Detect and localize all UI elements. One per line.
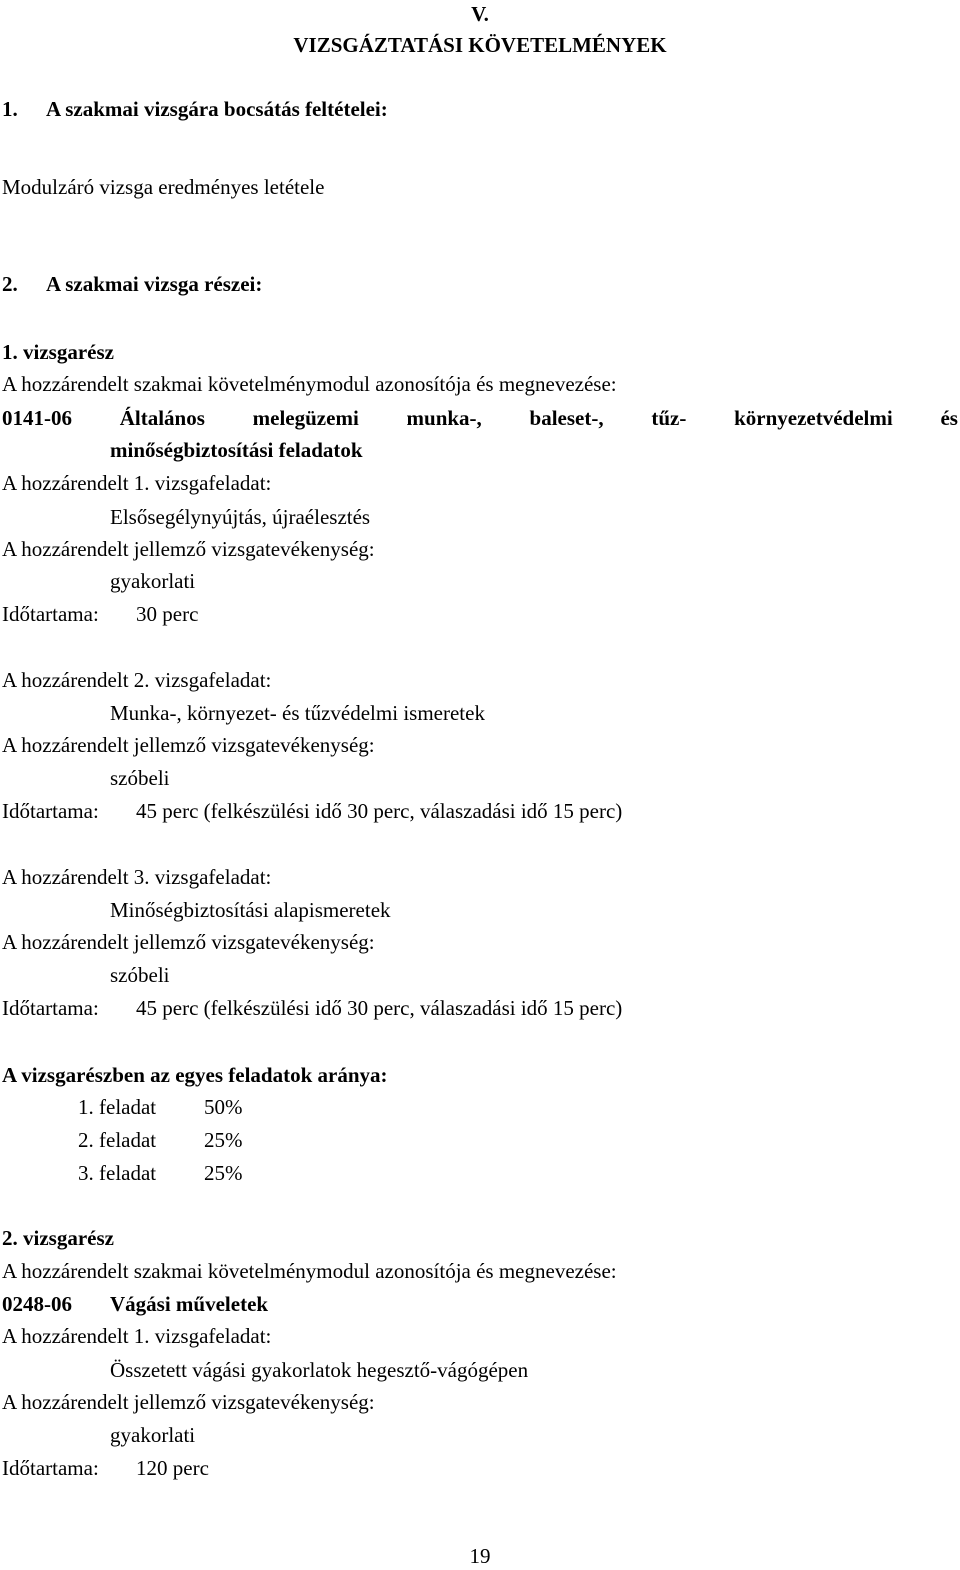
part2-task1-activity-label: A hozzárendelt jellemző vizsgatevékenység:	[2, 1390, 375, 1414]
ratio-value: 50%	[204, 1095, 243, 1119]
part2-module-code: 0248-06	[2, 1292, 72, 1316]
module-word: melegüzemi	[252, 406, 359, 430]
task2-name: Munka-, környezet- és tűzvédelmi ismeretek	[110, 701, 485, 725]
task3-activity: szóbeli	[110, 963, 170, 987]
ratio-heading: A vizsgarészben az egyes feladatok aránya:	[2, 1063, 388, 1087]
section2-number: 2.	[2, 272, 18, 296]
part1-module-intro: A hozzárendelt szakmai követelménymodul azonosítója és megnevezése:	[2, 372, 617, 396]
page-number: 19	[469, 1544, 491, 1568]
section1-number: 1.	[2, 97, 18, 121]
task3-duration: 45 perc (felkészülési idő 30 perc, válaszadási idő 15 perc)	[136, 996, 623, 1020]
part1-module-line2: minőségbiztosítási feladatok	[110, 438, 363, 462]
ratio-row	[78, 1126, 243, 1154]
task3-activity-label: A hozzárendelt jellemző vizsgatevékenység:	[2, 930, 375, 954]
module-word: tűz-	[651, 406, 687, 430]
ratio-value: 25%	[204, 1161, 243, 1185]
part2-module-intro: A hozzárendelt szakmai követelménymodul azonosítója és megnevezése:	[2, 1259, 617, 1283]
part2-task1-duration-row	[2, 1454, 209, 1482]
task2-activity: szóbeli	[110, 766, 170, 790]
part2-task1-activity: gyakorlati	[110, 1423, 196, 1447]
module-word: munka-,	[406, 406, 482, 430]
module-word: és	[940, 406, 958, 430]
ratio-label: 3. feladat	[78, 1161, 157, 1185]
section2-title: A szakmai vizsga részei:	[46, 272, 263, 296]
section1-body: Modulzáró vizsga eredményes letétele	[2, 175, 325, 199]
task2-activity-label: A hozzárendelt jellemző vizsgatevékenység:	[2, 733, 375, 757]
task2-duration: 45 perc (felkészülési idő 30 perc, válaszadási idő 15 perc)	[136, 799, 623, 823]
task2-duration-row	[2, 797, 623, 825]
task1-activity: gyakorlati	[110, 569, 196, 593]
task3-label: A hozzárendelt 3. vizsgafeladat:	[2, 865, 272, 889]
module-word: baleset-,	[529, 406, 604, 430]
ratio-label: 2. feladat	[78, 1128, 157, 1152]
ratio-value: 25%	[204, 1128, 243, 1152]
page-title: VIZSGÁZTATÁSI KÖVETELMÉNYEK	[293, 33, 667, 57]
part2-task1-name: Összetett vágási gyakorlatok hegesztő-vágógépen	[110, 1358, 529, 1382]
module-word: környezetvédelmi	[734, 406, 893, 430]
part2-title: 2. vizsgarész	[2, 1226, 114, 1250]
part2-task1-label: A hozzárendelt 1. vizsgafeladat:	[2, 1324, 272, 1348]
ratio-label: 1. feladat	[78, 1095, 157, 1119]
task1-label: A hozzárendelt 1. vizsgafeladat:	[2, 471, 272, 495]
task1-duration-label: Időtartama:	[2, 602, 99, 626]
task2-label: A hozzárendelt 2. vizsgafeladat:	[2, 668, 272, 692]
part2-module-name: Vágási műveletek	[110, 1292, 269, 1316]
task1-name: Elsősegélynyújtás, újraélesztés	[110, 505, 371, 529]
task1-activity-label: A hozzárendelt jellemző vizsgatevékenység:	[2, 537, 375, 561]
part2-task1-duration-label: Időtartama:	[2, 1456, 99, 1480]
section1-heading	[2, 95, 388, 123]
part1-module-line	[2, 404, 958, 432]
part2-module-row	[2, 1290, 269, 1318]
chapter-number: V.	[471, 2, 489, 26]
section1-title: A szakmai vizsgára bocsátás feltételei:	[46, 97, 388, 121]
ratio-row	[78, 1159, 243, 1187]
section2-heading	[2, 270, 263, 298]
part2-task1-duration: 120 perc	[136, 1456, 209, 1480]
task3-duration-row	[2, 994, 623, 1022]
module-word: 0141-06	[2, 406, 72, 430]
task3-duration-label: Időtartama:	[2, 996, 99, 1020]
task1-duration-row	[2, 600, 199, 628]
task3-name: Minőségbiztosítási alapismeretek	[110, 898, 391, 922]
task2-duration-label: Időtartama:	[2, 799, 99, 823]
ratio-row	[78, 1093, 243, 1121]
part1-title: 1. vizsgarész	[2, 340, 114, 364]
task1-duration: 30 perc	[136, 602, 199, 626]
module-word: Általános	[119, 406, 205, 430]
